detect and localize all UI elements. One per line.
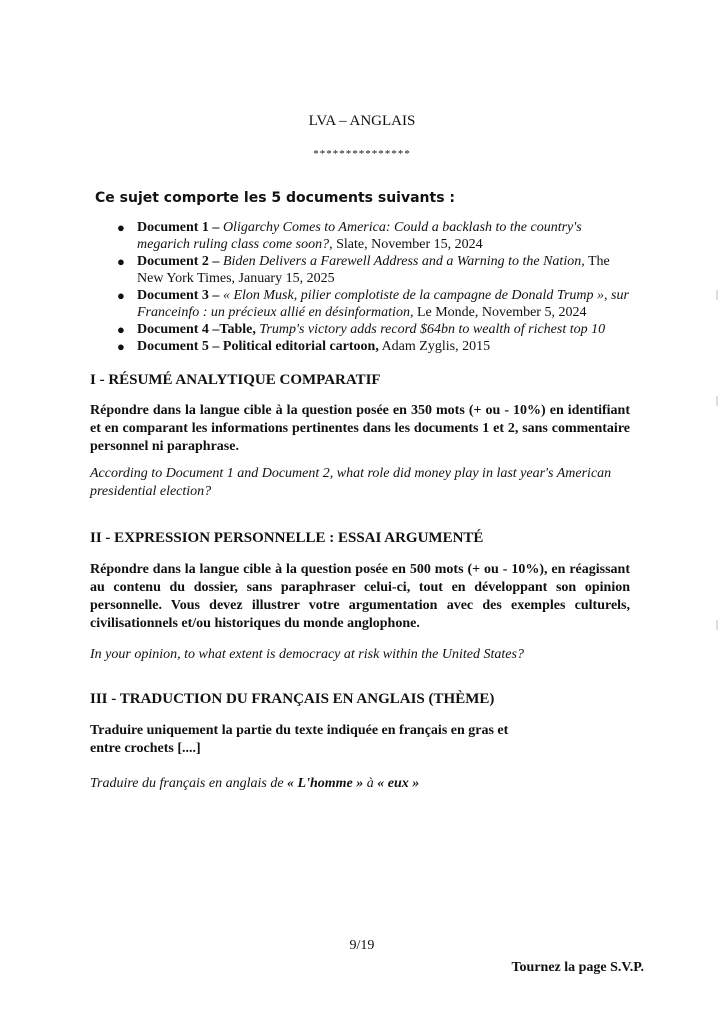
document-source: Le Monde, November 5, 2024 xyxy=(413,305,587,320)
intro-heading: Ce sujet comporte les 5 documents suivants : xyxy=(95,190,456,206)
document-source: Adam Zyglis, 2015 xyxy=(378,339,491,354)
bullet-icon: ● xyxy=(117,339,125,354)
section-3-title: III - TRADUCTION DU FRANÇAIS EN ANGLAIS (THÈME) xyxy=(90,691,495,707)
section-3-instructions-line-1: Traduire uniquement la partie du texte indiquée en français en gras et xyxy=(90,723,509,738)
document-label: Document 1 – xyxy=(137,220,220,235)
page-header-title: LVA – ANGLAIS xyxy=(308,113,416,129)
section-3-question-mid: à xyxy=(363,776,378,791)
document-item-5 xyxy=(115,338,635,355)
section-3-question-to: « eux » xyxy=(377,776,420,791)
document-title: Trump's victory adds record $64bn to wealth of richest top 10 xyxy=(259,322,606,337)
page-number: 9/19 xyxy=(349,938,375,953)
document-title: Oligarchy Comes to America: Could a backlash to the country's megarich ruling class come soon? xyxy=(137,220,582,252)
bullet-icon: ● xyxy=(117,288,125,303)
bullet-icon: ● xyxy=(117,254,125,269)
section-3-instructions xyxy=(90,722,508,758)
section-2-title: II - EXPRESSION PERSONNELLE : ESSAI ARGUMENTÉ xyxy=(90,530,484,546)
section-2-question: In your opinion, to what extent is democracy at risk within the United States? xyxy=(90,647,524,662)
section-3-instructions-line-2: entre crochets [....] xyxy=(90,741,201,756)
section-3-question-from: « L'homme » xyxy=(287,776,364,791)
section-3-question xyxy=(90,775,630,793)
document-label: Document 3 – xyxy=(137,288,220,303)
bullet-icon: ● xyxy=(117,322,125,337)
document-item-1 xyxy=(115,219,635,253)
scan-margin-mark xyxy=(716,290,718,300)
document-title: « Elon Musk, pilier complotiste de la campagne de Donald Trump », sur Franceinfo : un précieux allié en désinformation, xyxy=(137,288,629,320)
document-label: Document 2 – xyxy=(137,254,220,269)
document-label: Document 4 –Table, xyxy=(137,322,256,337)
document-item-3 xyxy=(115,287,635,321)
scan-margin-mark xyxy=(716,396,718,406)
section-1-question: According to Document 1 and Document 2, what role did money play in last year's American presidential election? xyxy=(90,466,612,499)
document-title: Biden Delivers a Farewell Address and a Warning to the Nation, xyxy=(222,254,585,269)
section-1-title: I - RÉSUMÉ ANALYTIQUE COMPARATIF xyxy=(90,372,381,388)
section-2-instructions: Répondre dans la langue cible à la question posée en 500 mots (+ ou - 10%), en réagissant au contenu du dossier, sans paraphraser celui-ci, tout en développant son opinion personnelle. Vous devez illustrer votre argumentation avec des exemples culturels, civilisationnels et/ou historiques du monde anglophone. xyxy=(90,562,630,631)
section-3-question-prefix: Traduire du français en anglais de xyxy=(90,776,288,791)
scan-margin-mark xyxy=(716,620,718,630)
document-label: Document 5 – Political editorial cartoon, xyxy=(137,339,379,354)
documents-list xyxy=(115,219,635,355)
document-item-2 xyxy=(115,253,635,287)
header-separator-stars: *************** xyxy=(313,148,411,160)
bullet-icon: ● xyxy=(117,220,125,235)
document-item-4 xyxy=(115,321,635,338)
document-source: The New York Times, January 15, 2025 xyxy=(137,254,610,286)
document-source: , Slate, November 15, 2024 xyxy=(329,237,483,252)
section-1-instructions: Répondre dans la langue cible à la question posée en 350 mots (+ ou - 10%) en identifiant et en comparant les informations pertinentes dans les documents 1 et 2, sans commentaire personnel ni paraphrase. xyxy=(90,403,630,454)
turn-page-note: Tournez la page S.V.P. xyxy=(511,960,644,975)
